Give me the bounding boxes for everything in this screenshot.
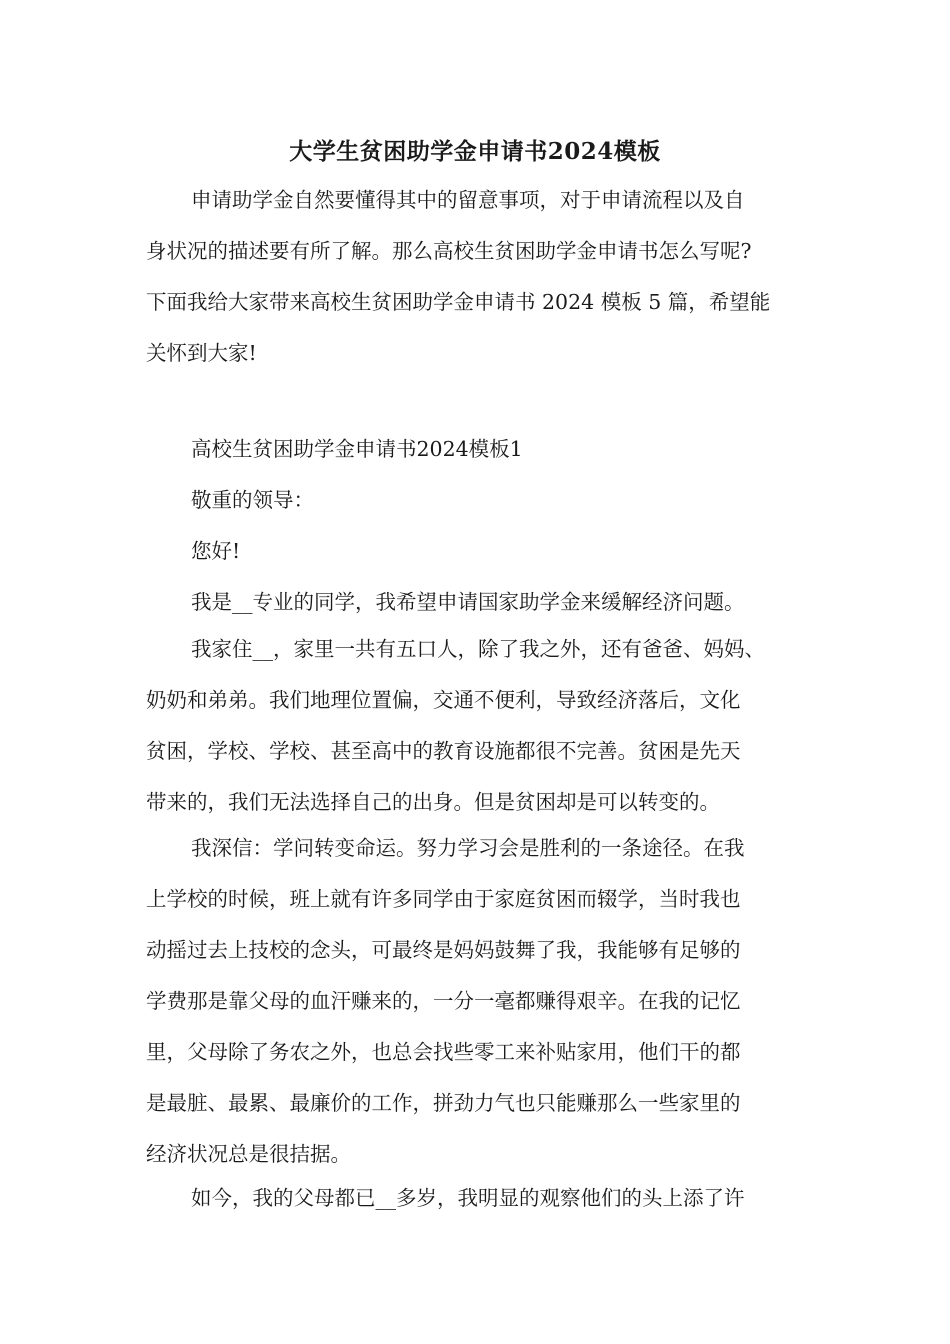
salutation: 敬重的领导： xyxy=(191,488,314,512)
paragraph-3-line-4: 学费那是靠父母的血汗赚来的，一分一毫都赚得艰辛。在我的记忆 xyxy=(146,989,741,1013)
paragraph-4-line-1: 如今，我的父母都已__多岁，我明显的观察他们的头上添了许 xyxy=(191,1186,745,1210)
paragraph-2 xyxy=(146,624,814,828)
paragraph-3-line-7: 经济状况总是很拮据。 xyxy=(146,1142,351,1166)
paragraph-1: 我是__专业的同学，我希望申请国家助学金来缓解经济问题。 xyxy=(191,590,745,614)
paragraph-4 xyxy=(146,1173,814,1224)
intro-line-1: 申请助学金自然要懂得其中的留意事项，对于申请流程以及自 xyxy=(191,188,745,212)
document-title: 大学生贫困助学金申请书2024模板 xyxy=(289,138,661,165)
paragraph-3-line-5: 里，父母除了务农之外，也总会找些零工来补贴家用，他们干的都 xyxy=(146,1040,741,1064)
paragraph-3-line-1: 我深信：学问转变命运。努力学习会是胜利的一条途径。在我 xyxy=(191,836,745,860)
paragraph-3 xyxy=(146,823,814,1180)
paragraph-2-line-1: 我家住__，家里一共有五口人，除了我之外，还有爸爸、妈妈、 xyxy=(191,637,765,661)
paragraph-2-line-2: 奶奶和弟弟。我们地理位置偏，交通不便利，导致经济落后，文化 xyxy=(146,688,741,712)
paragraph-3-line-2: 上学校的时候，班上就有许多同学由于家庭贫困而辍学，当时我也 xyxy=(146,887,741,911)
paragraph-3-line-3: 动摇过去上技校的念头，可最终是妈妈鼓舞了我，我能够有足够的 xyxy=(146,938,741,962)
intro-paragraph xyxy=(146,175,814,379)
intro-line-3: 下面我给大家带来高校生贫困助学金申请书 2024 模板 5 篇，希望能 xyxy=(146,290,771,314)
intro-line-4: 关怀到大家! xyxy=(146,341,257,365)
paragraph-2-line-4: 带来的，我们无法选择自己的出身。但是贫困却是可以转变的。 xyxy=(146,790,720,814)
intro-line-2: 身状况的描述要有所了解。那么高校生贫困助学金申请书怎么写呢? xyxy=(146,239,752,263)
paragraph-3-line-6: 是最脏、最累、最廉价的工作，拼劲力气也只能赚那么一些家里的 xyxy=(146,1091,741,1115)
paragraph-2-line-3: 贫困，学校、学校、甚至高中的教育设施都很不完善。贫困是先天 xyxy=(146,739,741,763)
greeting: 您好! xyxy=(191,539,241,563)
section-heading: 高校生贫困助学金申请书2024模板1 xyxy=(191,437,523,461)
letter-opening xyxy=(146,424,814,628)
